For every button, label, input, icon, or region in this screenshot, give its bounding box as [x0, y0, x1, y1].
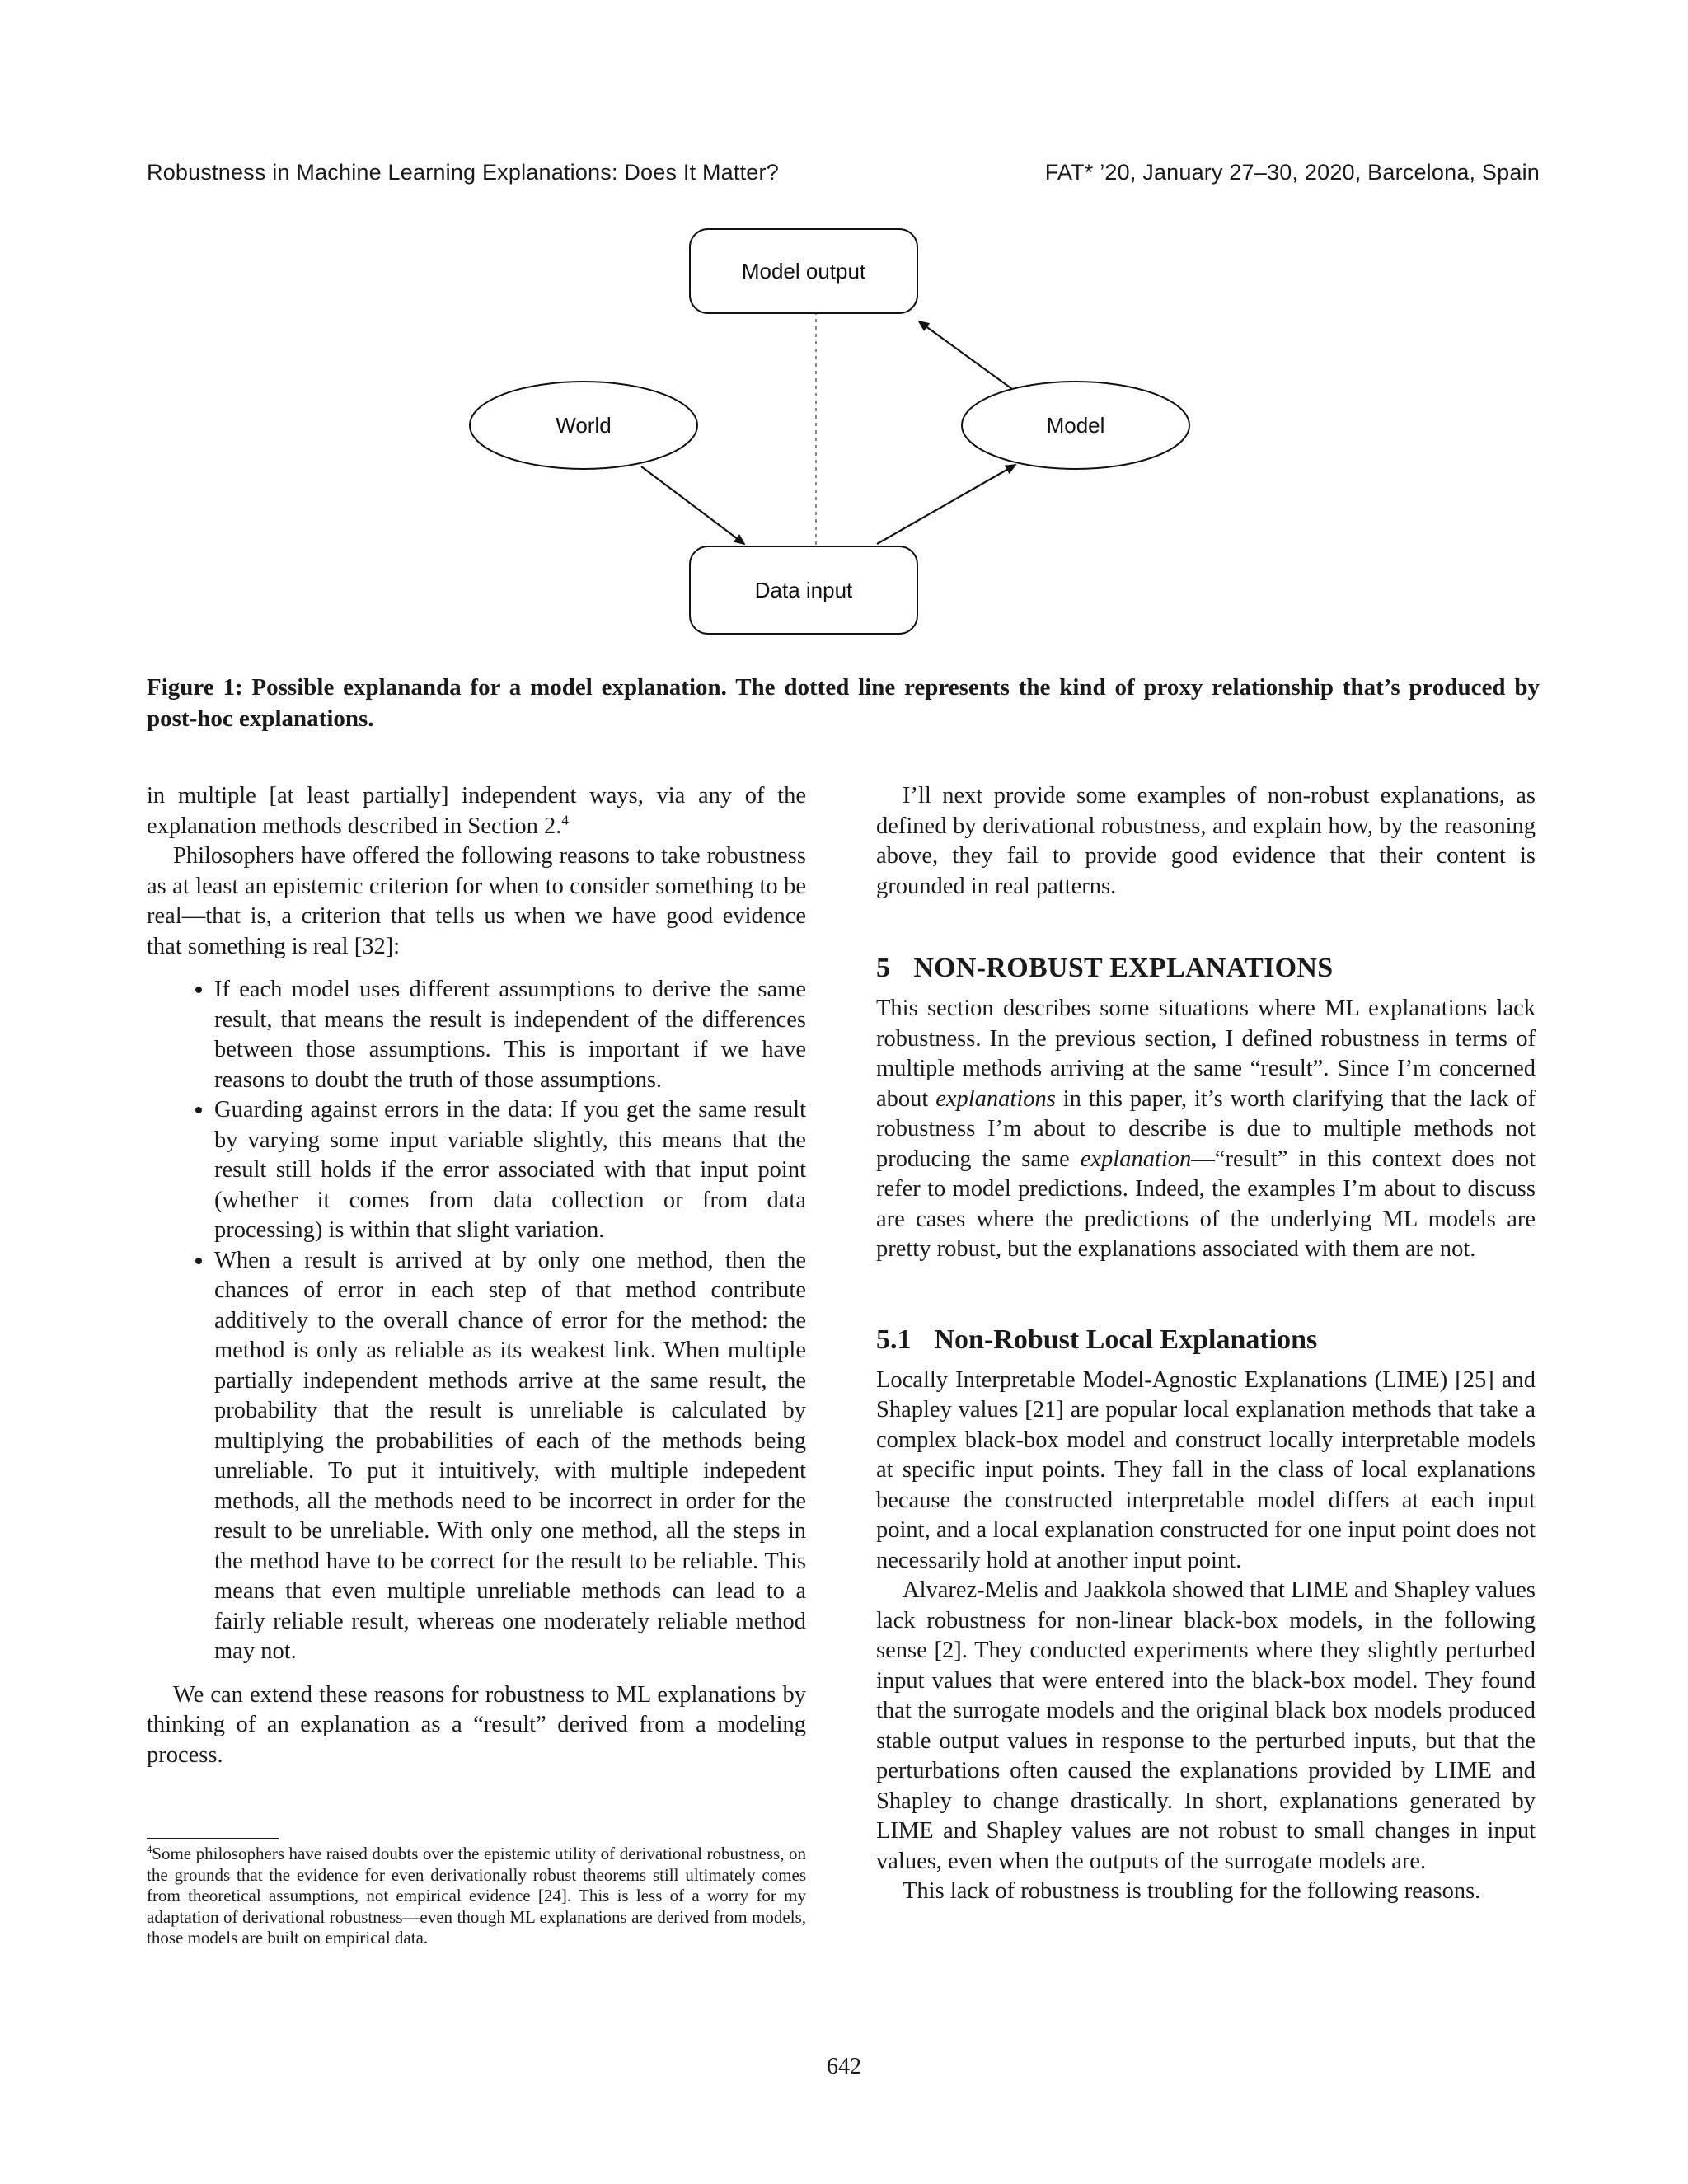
section-number: 5 — [876, 953, 891, 983]
arrow-data-input-to-model — [877, 465, 1015, 544]
header-venue: FAT* ’20, January 27–30, 2020, Barcelona, Spain — [1044, 160, 1540, 185]
subsection-heading — [876, 1323, 1536, 1357]
list-item: • When a result is arrived at by only one method, then the chances of error in each step of that method contribute additively to the overall chance of error for the method: the method is only as reliable as its weakest link. When multiple partially independent methods arrive at the same result, the probability that the result is unreliable is calculated by multiplying the probabilities of each of the methods being unreliable. To put it intuitively, with multiple indepedent methods, all the methods need to be incorrect in order for the result to be unreliable. With only one method, all the steps in the method have to be correct for the result to be reliable. This means that even multiple unreliable methods can lead to a fairly reliable result, whereas one moderately reliable method may not. — [214, 1246, 806, 1667]
paragraph: Locally Interpretable Model-Agnostic Explanations (LIME) [25] and Shapley values [21] are popular local explanation methods that take a complex black-box model and construct locally interpretable models at specific input points. They fall in the class of local explanations because the constructed interpretable model differs at each input point, and a local explanation constructed for one input point does not necessarily hold at another input point. — [876, 1366, 1536, 1573]
paragraph: I’ll next provide some examples of non-robust explanations, as defined by derivational robustness, and explain how, by the reasoning above, they fail to provide good evidence that their content is grounded in real patterns. — [876, 783, 1536, 899]
footnote: $^4$Some philosophers have raised doubts over the epistemic utility of derivational robustness, on the grounds that the evidence for even derivationally robust theorems still ultimately comes from theoretical assumptions, not empirical evidence [24]. This is less of a worry for my adaptation of derivational robustness—even though ML explanations are derived from models, those models are built on empirical data. — [147, 1844, 806, 1947]
right-column — [876, 781, 1536, 1907]
paragraph: Philosophers have offered the following reasons to take robustness as at least an epistemic criterion for when to consider something to be real—that is, a criterion that tells us when we have good evidence that something is real [32]: — [147, 843, 806, 959]
bullet-list — [147, 975, 806, 1667]
footnote-divider — [147, 1838, 279, 1839]
model-label: Model — [1046, 413, 1105, 438]
arrow-world-to-data-input — [641, 466, 744, 544]
section-heading — [876, 951, 1536, 986]
paragraph: in multiple [at least partially] independent ways, via any of the explanation methods described in Section 2.$^4$ — [147, 783, 806, 839]
paragraph: Alvarez-Melis and Jaakkola showed that LIME and Shapley values lack robustness for non-linear black-box models, in the following sense [2]. They conducted experiments where they slightly perturbed input values that were entered into the black-box model. They found that the surrogate models and the original black box models produced stable output values in response to the perturbed inputs, but that the perturbations often caused the explanations provided by LIME and Shapley to change drastically. In short, explanations generated by LIME and Shapley values are not robust to small changes in input values, even when the outputs of the surrogate models are. — [876, 1577, 1536, 1874]
paragraph: This lack of robustness is troubling for the following reasons. — [903, 1878, 1481, 1904]
subsection-number: 5.1 — [876, 1324, 912, 1355]
paragraph: We can extend these reasons for robustness to ML explanations by thinking of an explanation as a “result” derived from a modeling process. — [147, 1681, 806, 1768]
list-item: • Guarding against errors in the data: If you get the same result by varying some input variable slightly, this means that the result still holds if the error associated with that input point (whether it comes from data collection or from data processing) is within that slight variation. — [214, 1095, 806, 1246]
figure-caption: Figure 1: Possible explananda for a model explanation. The dotted line represents the kind of proxy relationship that’s produced by post-hoc explanations. — [147, 674, 1540, 732]
arrow-model-to-model-output — [919, 321, 1012, 389]
model-output-label: Model output — [741, 259, 866, 284]
section-title: NON-ROBUST EXPLANATIONS — [913, 953, 1334, 983]
paragraph: This section describes some situations where ML explanations lack robustness. In the previous section, I defined robustness in terms of multiple methods arriving at the same “result”. Since I’m concerned about explanations in this paper, it’s worth clarifying that the lack of robustness I’m about to describe is due to multiple methods not producing the same explanation—“result” in this context does not refer to model predictions. Indeed, the examples I’m about to discuss are cases where the predictions of the underlying ML models are pretty robust, but the explanations associated with them are not. — [876, 996, 1536, 1262]
left-column — [147, 781, 806, 1949]
world-label: World — [556, 413, 612, 438]
list-item: • If each model uses different assumptions to derive the same result, that means the result is independent of the differences between those assumptions. This is important if we have reasons to doubt the truth of those assumptions. — [214, 975, 806, 1095]
subsection-title: Non-Robust Local Explanations — [934, 1324, 1318, 1355]
header-title: Robustness in Machine Learning Explanations: Does It Matter? — [147, 160, 779, 185]
data-input-label: Data input — [754, 578, 853, 602]
figure-1-diagram — [462, 223, 1220, 659]
page-number: 642 — [827, 2054, 861, 2079]
running-header — [147, 160, 1540, 185]
footnote-mark: 4 — [147, 1844, 152, 1855]
footnote-reference[interactable]: 4 — [561, 812, 569, 827]
